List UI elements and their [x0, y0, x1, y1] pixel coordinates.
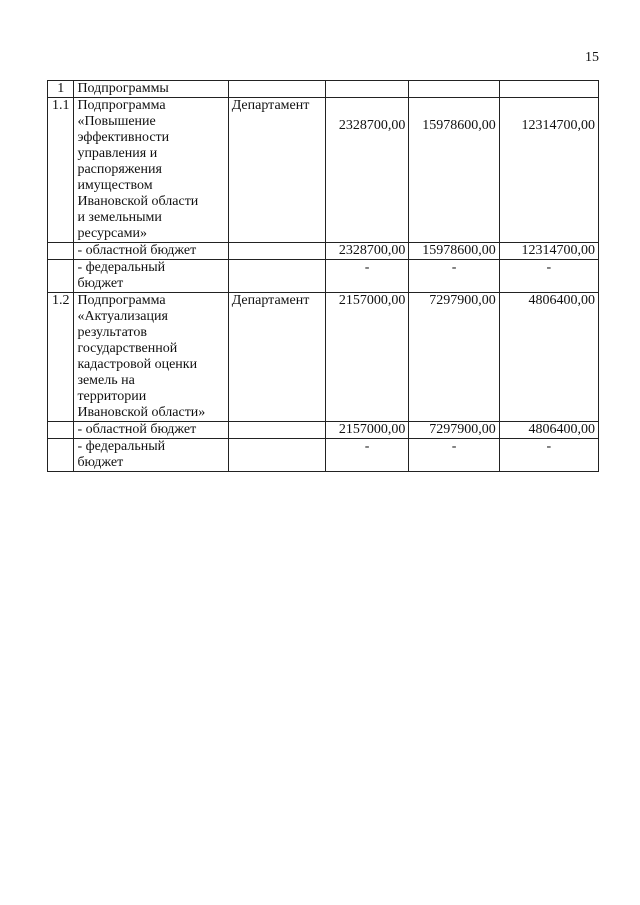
row-name: - областной бюджет	[74, 422, 228, 439]
row-executor: Департамент	[228, 98, 325, 243]
row-number: 1.1	[48, 98, 74, 243]
table-row	[48, 260, 599, 293]
table-row	[48, 243, 599, 260]
budget-table	[47, 80, 599, 472]
row-name: - областной бюджет	[74, 243, 228, 260]
table-row	[48, 439, 599, 472]
row-value-1: 2328700,00	[325, 98, 409, 243]
row-value-3	[499, 81, 598, 98]
row-value-2: -	[409, 260, 499, 293]
row-value-1: 2157000,00	[325, 293, 409, 422]
row-value-1	[325, 81, 409, 98]
row-number: 1.2	[48, 293, 74, 422]
row-value-3: 12314700,00	[499, 243, 598, 260]
row-executor	[228, 243, 325, 260]
row-value-3: 12314700,00	[499, 98, 598, 243]
row-name: Подпрограмма «Актуализация результатов государственной кадастровой оценки земель на территории Ивановской области»	[74, 293, 228, 422]
row-value-3: 4806400,00	[499, 293, 598, 422]
row-value-1: -	[325, 260, 409, 293]
table-row	[48, 422, 599, 439]
row-number	[48, 439, 74, 472]
table-row	[48, 98, 599, 243]
row-name: - федеральный бюджет	[74, 260, 228, 293]
row-executor	[228, 81, 325, 98]
row-value-3: -	[499, 439, 598, 472]
row-number: 1	[48, 81, 74, 98]
row-value-2: 7297900,00	[409, 422, 499, 439]
row-executor: Департамент	[228, 293, 325, 422]
row-value-2: 7297900,00	[409, 293, 499, 422]
row-value-2: 15978600,00	[409, 98, 499, 243]
page-number: 15	[585, 50, 599, 65]
row-value-3: -	[499, 260, 598, 293]
row-number	[48, 422, 74, 439]
row-number	[48, 243, 74, 260]
row-executor	[228, 260, 325, 293]
row-value-1: 2157000,00	[325, 422, 409, 439]
row-value-2: 15978600,00	[409, 243, 499, 260]
table-row	[48, 293, 599, 422]
row-executor	[228, 439, 325, 472]
row-number	[48, 260, 74, 293]
row-name: Подпрограммы	[74, 81, 228, 98]
row-value-3: 4806400,00	[499, 422, 598, 439]
row-value-2	[409, 81, 499, 98]
row-value-2: -	[409, 439, 499, 472]
row-name: Подпрограмма «Повышение эффективности управления и распоряжения имуществом Ивановской области и земельными ресурсами»	[74, 98, 228, 243]
row-executor	[228, 422, 325, 439]
row-value-1: -	[325, 439, 409, 472]
row-name: - федеральный бюджет	[74, 439, 228, 472]
table-row-header	[48, 81, 599, 98]
row-value-1: 2328700,00	[325, 243, 409, 260]
